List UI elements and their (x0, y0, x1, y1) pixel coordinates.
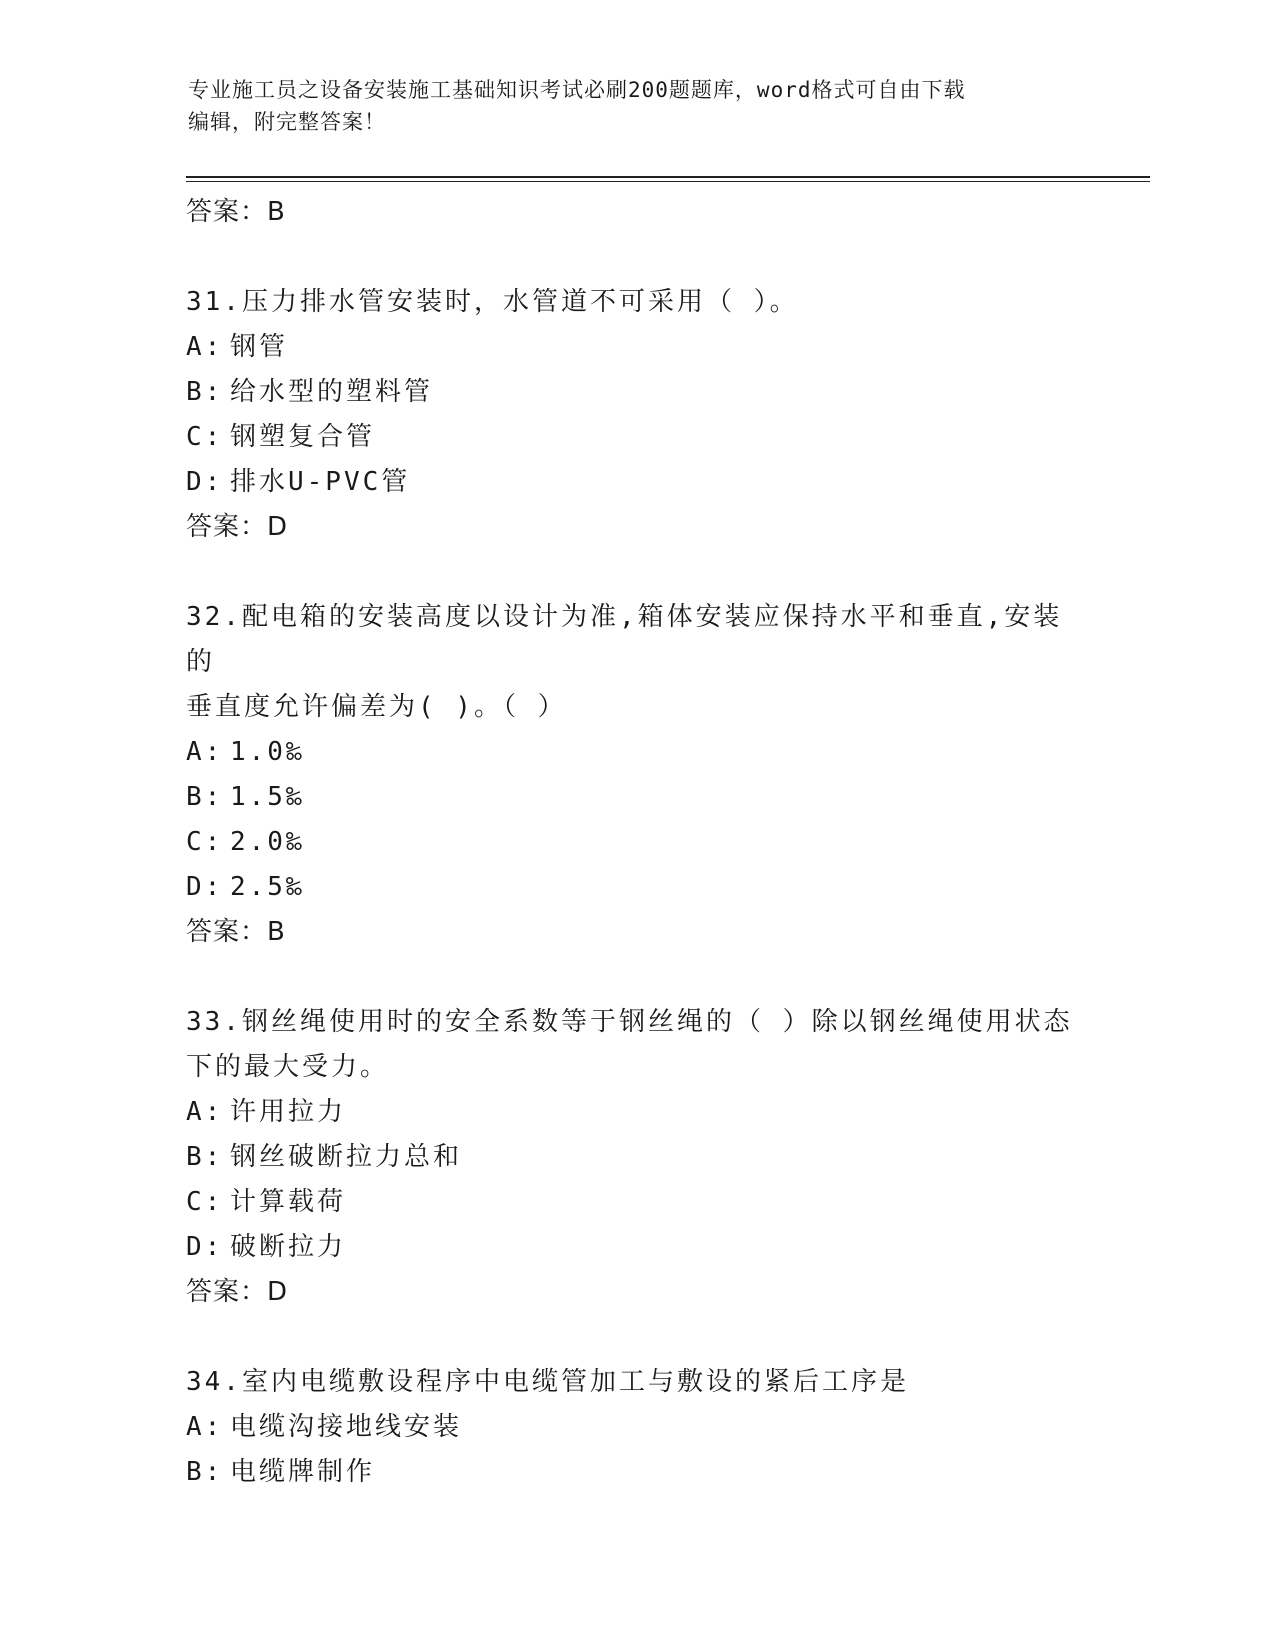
question-32-option-c (186, 820, 1086, 865)
header-divider-thick (186, 176, 1150, 178)
question-block-32 (186, 595, 1086, 955)
answer-32: 答案：B (186, 917, 286, 947)
question-block-34 (186, 1360, 1086, 1495)
option-letter: A: (186, 737, 224, 767)
question-32-line-2: 垂直度允许偏差为( )。（ ） (186, 692, 567, 722)
option-text: 2.5‰ (230, 872, 305, 902)
option-letter: C: (186, 1187, 224, 1217)
option-letter: D: (186, 1232, 224, 1262)
question-31-option-d (186, 460, 1086, 505)
option-letter: D: (186, 467, 224, 497)
question-33-line-1: 33.钢丝绳使用时的安全系数等于钢丝绳的（ ）除以钢丝绳使用状态 (186, 1007, 1073, 1037)
option-letter: A: (186, 1097, 224, 1127)
question-33-text (186, 1000, 1086, 1090)
question-32-option-a (186, 730, 1086, 775)
question-33-line-2: 下的最大受力。 (186, 1052, 390, 1082)
option-text: 1.0‰ (230, 737, 305, 767)
option-text: 破断拉力 (230, 1232, 347, 1262)
answer-33: 答案：D (186, 1277, 289, 1307)
option-text: 2.0‰ (230, 827, 305, 857)
option-text: 许用拉力 (230, 1097, 347, 1127)
question-34-option-b (186, 1450, 1086, 1495)
question-33-option-a (186, 1090, 1086, 1135)
question-31-option-a (186, 325, 1086, 370)
question-32-text (186, 595, 1086, 730)
question-32-option-b (186, 775, 1086, 820)
option-letter: A: (186, 332, 224, 362)
question-block-33 (186, 1000, 1086, 1315)
option-text: 钢塑复合管 (230, 422, 376, 452)
option-letter: B: (186, 377, 224, 407)
option-text: 钢管 (230, 332, 289, 362)
header-divider-thin (186, 181, 1150, 182)
question-32-line-1: 32.配电箱的安装高度以设计为准,箱体安装应保持水平和垂直,安装的 (186, 602, 1063, 677)
option-letter: B: (186, 1457, 224, 1487)
option-letter: B: (186, 782, 224, 812)
option-letter: D: (186, 872, 224, 902)
option-text: 钢丝破断拉力总和 (230, 1142, 463, 1172)
header-title-line-2: 编辑，附完整答案！ (188, 110, 386, 134)
option-letter: B: (186, 1142, 224, 1172)
option-text: 1.5‰ (230, 782, 305, 812)
option-letter: C: (186, 827, 224, 857)
question-31-option-b (186, 370, 1086, 415)
option-text: 给水型的塑料管 (230, 377, 434, 407)
question-34-option-a (186, 1405, 1086, 1450)
question-33-option-c (186, 1180, 1086, 1225)
question-33-option-d (186, 1225, 1086, 1270)
question-31-text: 31.压力排水管安装时，水管道不可采用（ ）。 (186, 287, 799, 317)
question-block-31 (186, 280, 1086, 550)
option-letter: A: (186, 1412, 224, 1442)
answer-31: 答案：D (186, 512, 289, 542)
question-31-option-c (186, 415, 1086, 460)
option-text: 电缆牌制作 (230, 1457, 376, 1487)
option-letter: C: (186, 422, 224, 452)
option-text: 排水U-PVC管 (230, 467, 411, 497)
question-34-text: 34.室内电缆敷设程序中电缆管加工与敷设的紧后工序是 (186, 1367, 909, 1397)
document-header (188, 74, 1088, 138)
option-text: 电缆沟接地线安装 (230, 1412, 463, 1442)
question-list (186, 190, 1086, 1495)
header-title-line-1: 专业施工员之设备安装施工基础知识考试必刷200题题库，word格式可自由下载 (188, 78, 966, 102)
answer-30: 答案：B (186, 197, 286, 227)
question-32-option-d (186, 865, 1086, 910)
question-33-option-b (186, 1135, 1086, 1180)
option-text: 计算载荷 (230, 1187, 347, 1217)
